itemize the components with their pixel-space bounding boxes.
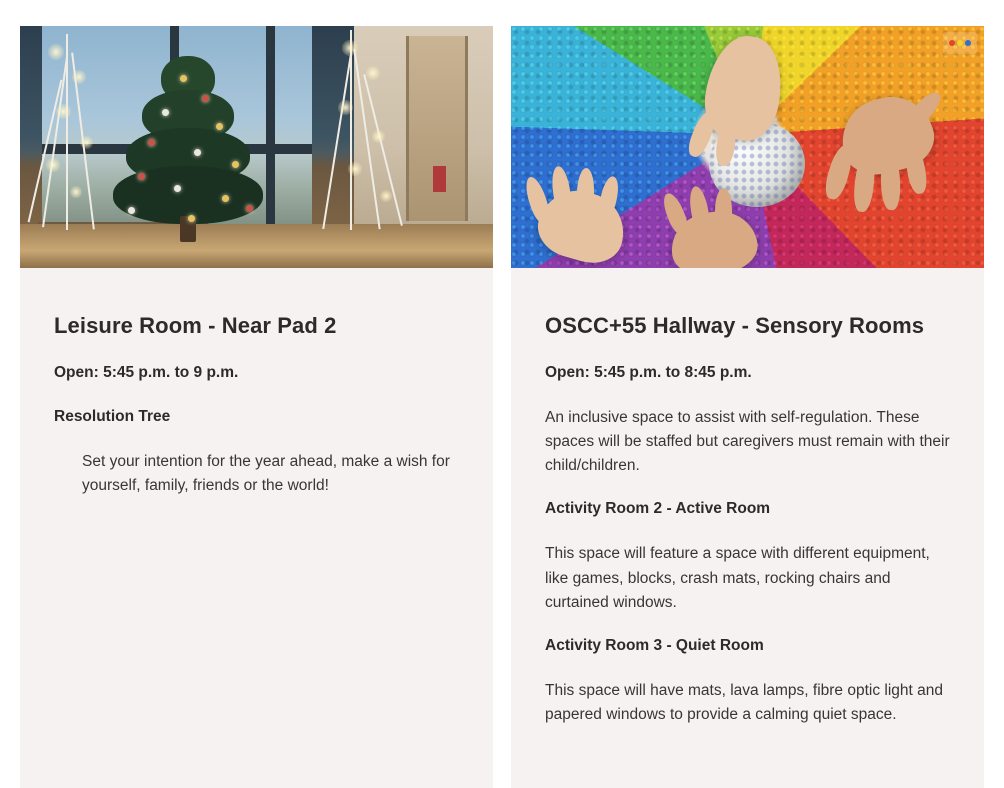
door-sign-icon: [433, 166, 446, 192]
sensory-rooms-content: [511, 268, 984, 757]
leisure-room-hours: Open: 5:45 p.m. to 9 p.m.: [54, 363, 239, 381]
door-icon: [406, 36, 468, 221]
page-title: Leisure Room - Near Pad 2: [54, 313, 337, 338]
sensory-rooms-description: An inclusive space to assist with self-regulation. These spaces will be staffed but caregivers must remain with their child/children.: [545, 408, 950, 474]
activity-room-3-description: This space will have mats, lava lamps, fibre optic light and papered windows to provide a calming quiet space.: [545, 682, 944, 724]
rainbow-beads-scene: [511, 26, 984, 268]
floor-icon: [20, 224, 493, 268]
photo-watermark-icon: [943, 32, 977, 54]
birch-branch-icon: [322, 55, 352, 229]
card-sensory-rooms: [511, 26, 984, 788]
light-glow-icon: [46, 158, 60, 172]
leisure-room-activity-description: Set your intention for the year ahead, make a wish for yourself, family, friends or the world!: [82, 453, 450, 495]
window-mullion-icon: [266, 26, 275, 234]
activity-room-2-description: This space will feature a space with different equipment, like games, blocks, crash mats, rocking chairs and curtained windows.: [545, 545, 930, 611]
card-leisure-room: [20, 26, 493, 788]
activity-room-3-heading: Activity Room 3 - Quiet Room: [545, 636, 764, 654]
light-glow-icon: [72, 70, 86, 84]
light-glow-icon: [366, 66, 380, 80]
leisure-room-content: [20, 268, 493, 528]
light-glow-icon: [338, 100, 353, 115]
finger-icon: [715, 188, 732, 234]
sensory-rooms-hours: Open: 5:45 p.m. to 8:45 p.m.: [545, 363, 752, 381]
light-glow-icon: [380, 190, 392, 202]
light-glow-icon: [70, 186, 82, 198]
page-title: OSCC+55 Hallway - Sensory Rooms: [545, 313, 925, 338]
light-glow-icon: [56, 104, 71, 119]
light-glow-icon: [342, 40, 358, 56]
leisure-room-photo: [20, 26, 493, 268]
sensory-rooms-photo: [511, 26, 984, 268]
light-glow-icon: [48, 44, 64, 60]
activity-room-2-heading: Activity Room 2 - Active Room: [545, 500, 771, 518]
lobby-photo-scene: [20, 26, 493, 268]
light-glow-icon: [80, 136, 93, 149]
light-glow-icon: [372, 130, 385, 143]
light-glow-icon: [348, 162, 362, 176]
leisure-room-activity-heading: Resolution Tree: [54, 407, 171, 425]
